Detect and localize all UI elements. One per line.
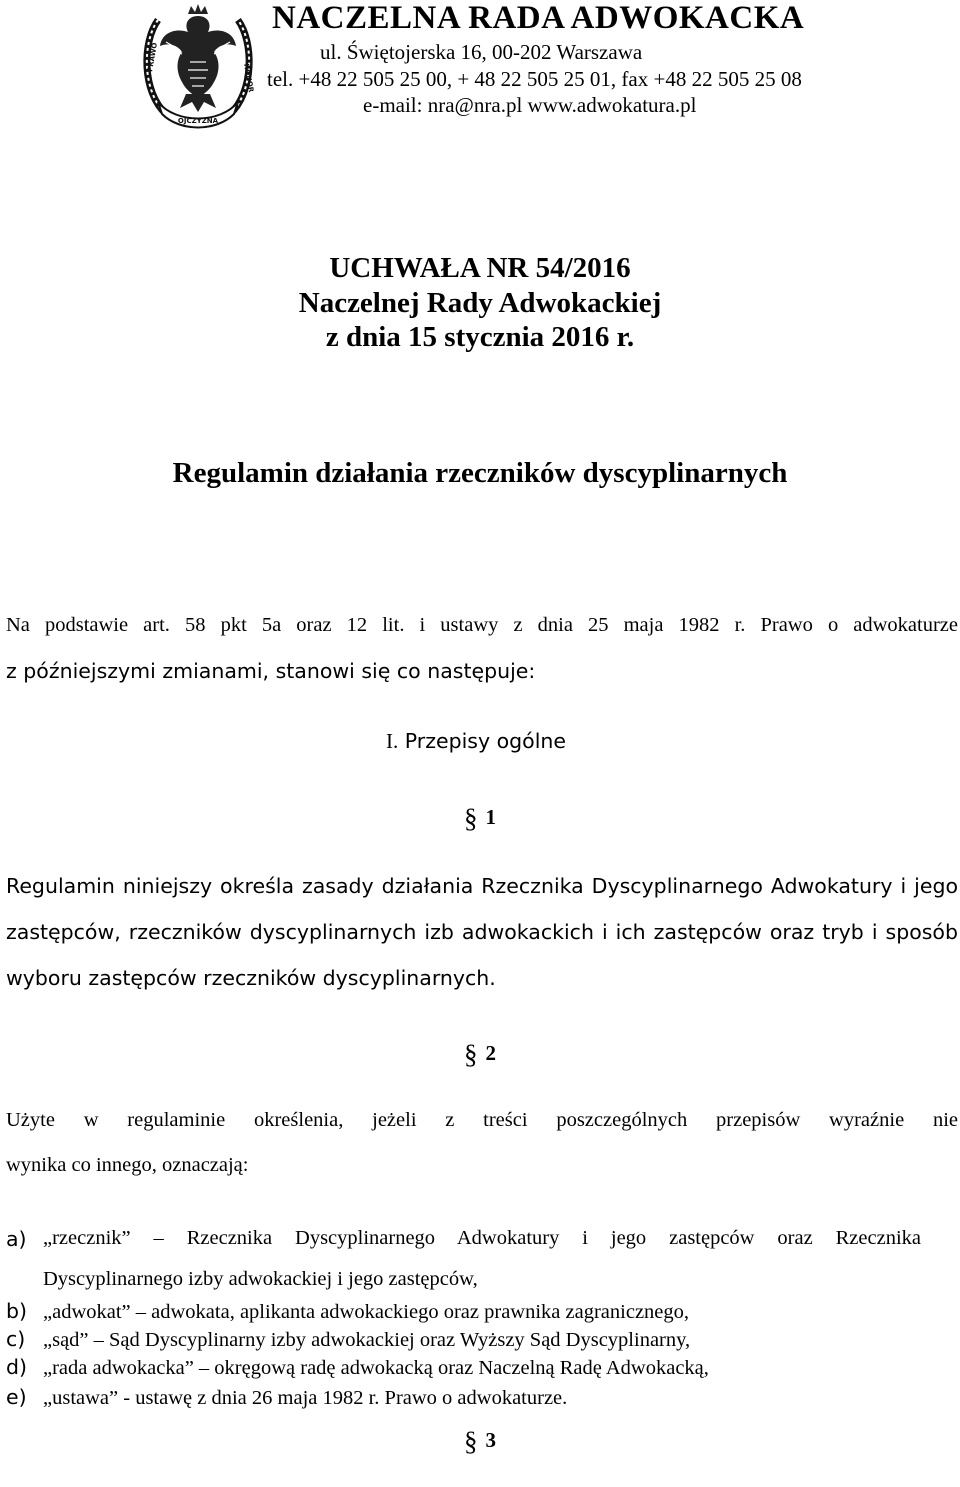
definition-item: [6, 1299, 689, 1324]
paragraph-1-line-2: zastępców, rzeczników dyscyplinarnych izb adwokackich i ich zastępców oraz tryb i sposób: [6, 920, 958, 944]
definition-item: [6, 1227, 958, 1251]
resolution-number: UCHWAŁA NR 54/2016: [329, 252, 631, 284]
paragraph-number: 1: [485, 805, 496, 829]
paragraph-1-line-1: Regulamin niniejszy określa zasady działania Rzecznika Dyscyplinarnego Adwokatury i jego: [6, 874, 958, 898]
paragraph-2-heading: [0, 1036, 960, 1067]
definition-item: [6, 1327, 690, 1352]
definition-letter: e): [6, 1385, 27, 1409]
definition-item: [6, 1355, 709, 1380]
organization-email-web: e-mail: nra@nra.pl www.adwokatura.pl: [363, 93, 697, 117]
svg-text:PRAWO: PRAWO: [146, 42, 160, 73]
resolution-date: z dnia 15 stycznia 2016 r.: [325, 321, 635, 353]
definition-text: „adwokat” – adwokata, aplikanta adwokackiego oraz prawnika zagranicznego,: [43, 1301, 690, 1323]
definition-text-continuation: Dyscyplinarnego izby adwokackiej i jego zastępców,: [43, 1268, 478, 1290]
section-sign: §: [464, 803, 478, 833]
legal-basis-line-1: Na podstawie art. 58 pkt 5a oraz 12 lit. i ustawy z dnia 25 maja 1982 r. Prawo o adwokaturze: [6, 614, 958, 636]
definition-letter: d): [6, 1355, 28, 1379]
definition-text: „rzecznik” – Rzecznika Dyscyplinarnego Adwokatury i jego zastępców oraz Rzecznika: [43, 1227, 921, 1249]
resolution-issuer: Naczelnej Rady Adwokackiej: [298, 287, 662, 319]
svg-text:HONOR: HONOR: [242, 62, 255, 93]
paragraph-number: 2: [485, 1041, 496, 1065]
paragraph-2-line-1: Użyte w regulaminie określenia, jeżeli z treści poszczególnych przepisów wyraźnie nie: [6, 1109, 958, 1131]
definition-letter: b): [6, 1299, 28, 1323]
section-title: I. Przepisy ogólne: [386, 729, 567, 753]
legal-basis-line-2: z późniejszymi zmianami, stanowi się co następuje:: [6, 659, 536, 683]
definition-text: „ustawa” - ustawę z dnia 26 maja 1982 r. Prawo o adwokaturze.: [43, 1387, 568, 1409]
definition-item: [6, 1385, 567, 1410]
section-sign: §: [464, 1426, 478, 1456]
paragraph-1-line-3: wyboru zastępców rzeczników dyscyplinarnych.: [6, 966, 496, 990]
eagle-emblem-icon: [136, 2, 260, 134]
definition-letter: a): [6, 1227, 27, 1251]
paragraph-3-heading: [0, 1423, 960, 1454]
definition-letter: c): [6, 1327, 26, 1351]
definition-text: „rada adwokacka” – okręgową radę adwokacką oraz Naczelną Radę Adwokacką,: [43, 1357, 709, 1379]
paragraph-1-heading: [0, 800, 960, 831]
organization-name: NACZELNA RADA ADWOKACKA: [272, 0, 805, 36]
section-sign: §: [464, 1039, 478, 1069]
regulation-title: Regulamin działania rzeczników dyscyplinarnych: [172, 457, 788, 489]
paragraph-number: 3: [485, 1428, 496, 1452]
svg-text:OJCZYZNA: OJCZYZNA: [177, 117, 219, 125]
organization-address: ul. Świętojerska 16, 00-202 Warszawa: [320, 40, 643, 64]
section-title-text: Przepisy ogólne: [404, 729, 567, 753]
organization-phone: tel. +48 22 505 25 00, + 48 22 505 25 01, fax +48 22 505 25 08: [267, 67, 802, 91]
definition-text: „sąd” – Sąd Dyscyplinarny izby adwokackiej oraz Wyższy Sąd Dyscyplinarny,: [43, 1329, 691, 1351]
paragraph-2-line-2: wynika co innego, oznaczają:: [6, 1154, 249, 1176]
